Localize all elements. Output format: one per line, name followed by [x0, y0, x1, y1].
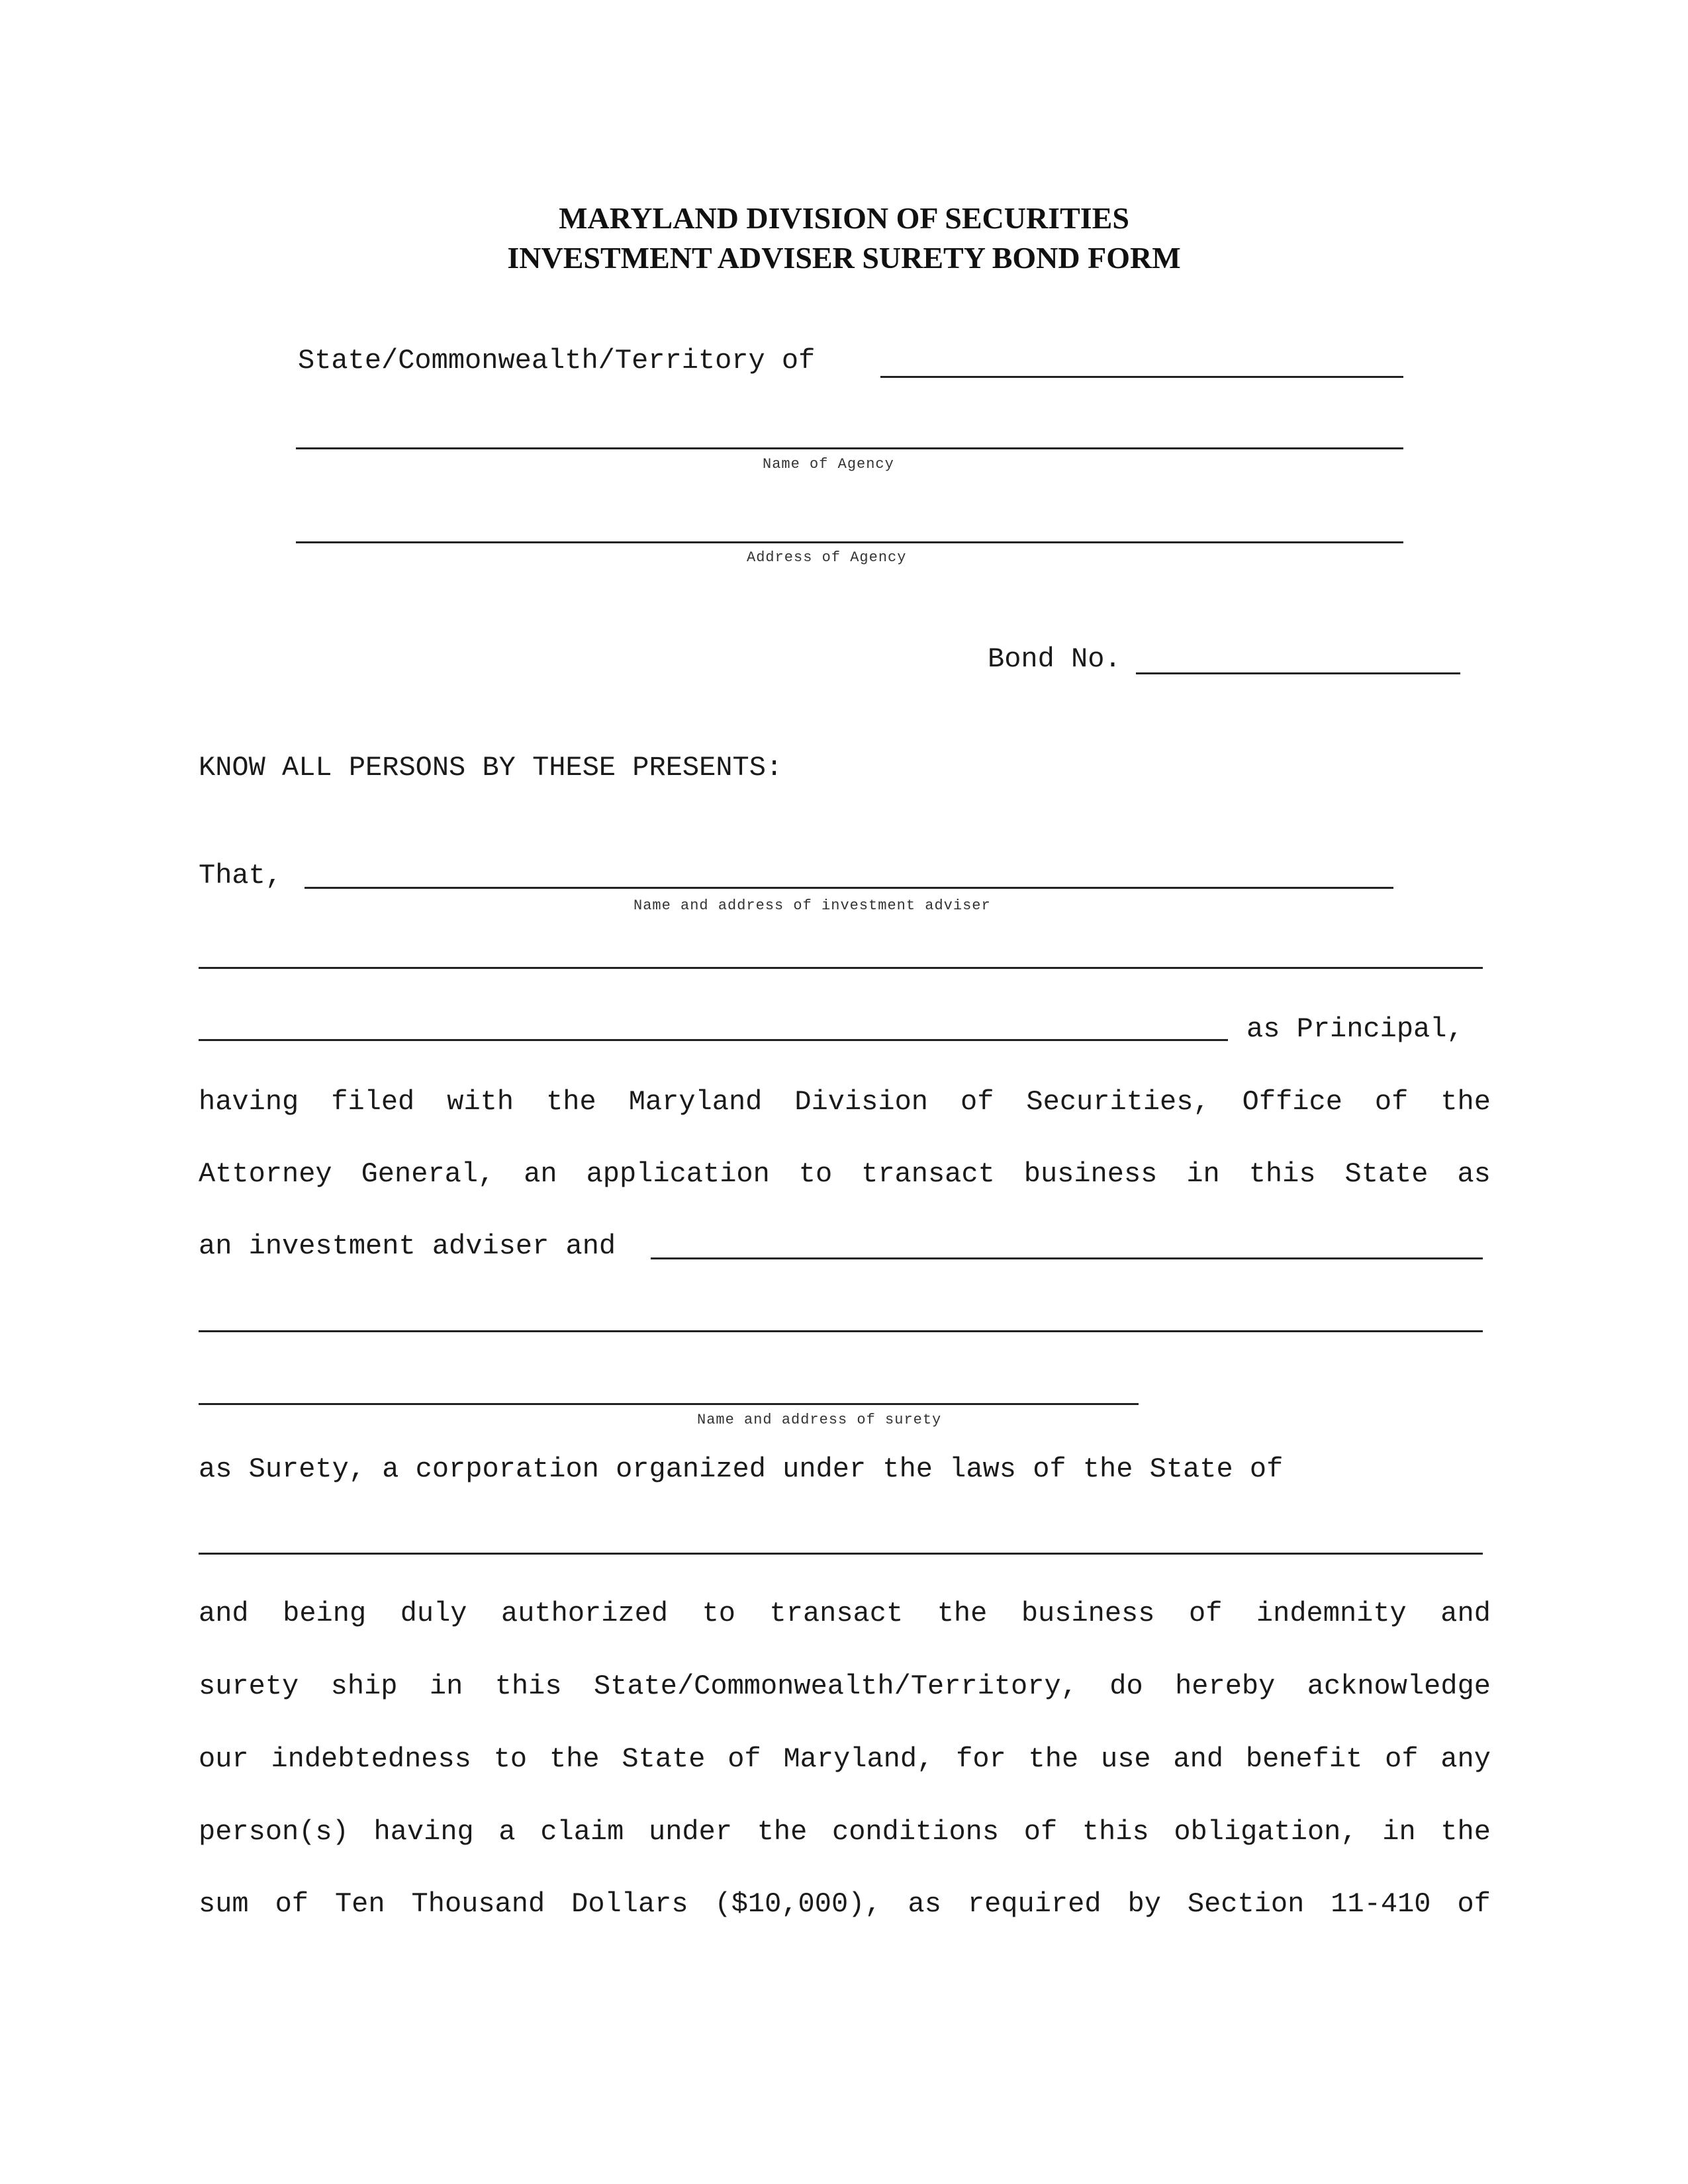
paragraph-2-line-4 — [199, 1815, 1491, 1848]
word: use — [1100, 1743, 1151, 1775]
word: sum — [199, 1888, 249, 1920]
word: Ten — [334, 1888, 385, 1920]
word: application — [586, 1158, 770, 1190]
word: authorized — [501, 1598, 669, 1629]
word: with — [447, 1086, 514, 1118]
word: hereby — [1175, 1670, 1276, 1702]
word: duly — [400, 1598, 467, 1629]
surety-name-line-3[interactable] — [199, 1403, 1139, 1405]
word: surety — [199, 1670, 299, 1702]
paragraph-2-line-5 — [199, 1888, 1491, 1921]
paragraph-1-line-3: an investment adviser and — [199, 1230, 616, 1262]
word: to — [493, 1743, 528, 1775]
word: the — [546, 1086, 596, 1118]
word: of — [1374, 1086, 1409, 1118]
word: an — [524, 1158, 557, 1190]
word: Dollars — [571, 1888, 688, 1920]
form-title-line-1: MARYLAND DIVISION OF SECURITIES — [559, 201, 1129, 235]
word: Securities, — [1026, 1086, 1210, 1118]
word: in — [1186, 1158, 1220, 1190]
word: our — [199, 1743, 249, 1775]
bond-no-label: Bond No. — [988, 643, 1121, 675]
word: of — [275, 1888, 308, 1920]
surety-caption: Name and address of surety — [697, 1412, 942, 1428]
adviser-name-line-2[interactable] — [199, 967, 1483, 969]
word: this — [1082, 1816, 1149, 1848]
word: of — [1023, 1816, 1058, 1848]
word: of — [1457, 1888, 1491, 1920]
word: the — [937, 1598, 988, 1629]
word: Office — [1242, 1086, 1342, 1118]
word: of — [961, 1086, 994, 1118]
word: Division — [794, 1086, 928, 1118]
word: obligation, — [1174, 1816, 1358, 1848]
word: person(s) — [199, 1816, 349, 1848]
word: having — [199, 1086, 299, 1118]
word: conditions — [832, 1816, 1000, 1848]
word: State — [1344, 1158, 1429, 1190]
word: acknowledge — [1307, 1670, 1491, 1702]
word: of — [1385, 1743, 1419, 1775]
agency-address-line[interactable] — [296, 541, 1403, 543]
word: under — [649, 1816, 733, 1848]
form-title-line-2: INVESTMENT ADVISER SURETY BOND FORM — [507, 241, 1181, 275]
word: business — [1023, 1158, 1158, 1190]
word: and — [199, 1598, 249, 1629]
paragraph-1-line-2 — [199, 1158, 1491, 1191]
word: Attorney — [199, 1158, 332, 1190]
word: to — [798, 1158, 833, 1190]
agency-address-caption: Address of Agency — [747, 549, 907, 566]
word: benefit — [1245, 1743, 1363, 1775]
paragraph-1-line-1 — [199, 1085, 1491, 1118]
word: ship — [330, 1670, 398, 1702]
paragraph-2-line-1 — [199, 1597, 1491, 1630]
word: indemnity — [1256, 1598, 1407, 1629]
word: Maryland — [628, 1086, 763, 1118]
word: General, — [361, 1158, 495, 1190]
word: ($10,000), — [714, 1888, 882, 1920]
word: the — [1028, 1743, 1079, 1775]
word: having — [373, 1816, 474, 1848]
word: in — [429, 1670, 463, 1702]
word: to — [702, 1598, 736, 1629]
surety-name-line-2[interactable] — [199, 1330, 1483, 1332]
paragraph-2-line-3 — [199, 1743, 1491, 1776]
word: Maryland, — [783, 1743, 934, 1775]
word: filed — [331, 1086, 415, 1118]
word: business — [1021, 1598, 1155, 1629]
word: in — [1382, 1816, 1416, 1848]
word: State/Commonwealth/Territory, — [593, 1670, 1078, 1702]
word: the — [1440, 1816, 1491, 1848]
surety-state-line[interactable] — [199, 1553, 1483, 1555]
word: a — [498, 1816, 516, 1848]
agency-name-line[interactable] — [296, 447, 1403, 449]
that-label: That, — [199, 860, 283, 891]
as-surety-line: as Surety, a corporation organized under the laws of the State of — [199, 1453, 1284, 1485]
surety-name-line-1[interactable] — [651, 1257, 1483, 1259]
state-label: State/Commonwealth/Territory of — [298, 345, 816, 377]
word: any — [1440, 1743, 1491, 1775]
word: required — [967, 1888, 1102, 1920]
word: do — [1109, 1670, 1143, 1702]
bond-no-line[interactable] — [1136, 672, 1460, 674]
adviser-caption: Name and address of investment adviser — [633, 897, 991, 914]
state-input-line[interactable] — [880, 376, 1403, 378]
paragraph-2-line-2 — [199, 1670, 1491, 1703]
word: by — [1127, 1888, 1161, 1920]
adviser-name-line-3[interactable] — [199, 1039, 1228, 1041]
word: State — [622, 1743, 706, 1775]
word: this — [1248, 1158, 1316, 1190]
word: being — [283, 1598, 367, 1629]
word: Section — [1187, 1888, 1305, 1920]
word: of — [1188, 1598, 1223, 1629]
as-principal-label: as Principal, — [1246, 1013, 1464, 1045]
word: transact — [769, 1598, 904, 1629]
word: Thousand — [411, 1888, 545, 1920]
know-all-persons-heading: KNOW ALL PERSONS BY THESE PRESENTS: — [199, 752, 783, 784]
word: this — [494, 1670, 562, 1702]
adviser-name-line-1[interactable] — [305, 887, 1393, 889]
word: the — [1440, 1086, 1491, 1118]
word: as — [908, 1888, 941, 1920]
word: 11-410 — [1331, 1888, 1431, 1920]
word: for — [956, 1743, 1006, 1775]
word: transact — [861, 1158, 995, 1190]
word: of — [727, 1743, 761, 1775]
word: indebtedness — [271, 1743, 471, 1775]
word: as — [1457, 1158, 1491, 1190]
agency-name-caption: Name of Agency — [763, 456, 894, 473]
word: claim — [540, 1816, 624, 1848]
word: the — [757, 1816, 808, 1848]
word: the — [549, 1743, 600, 1775]
word: and — [1173, 1743, 1224, 1775]
word: and — [1440, 1598, 1491, 1629]
